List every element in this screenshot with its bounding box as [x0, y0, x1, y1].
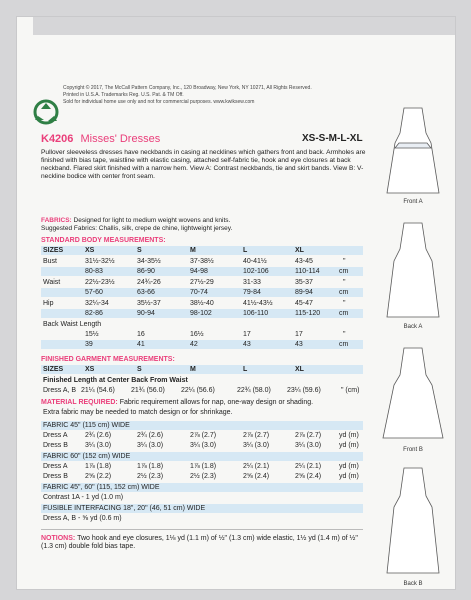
cm-unit: cm	[339, 289, 349, 296]
in-unit: "	[343, 300, 346, 307]
yd-unit: yd (m)	[339, 442, 359, 449]
bust-xs-cm: 80-83	[85, 268, 103, 275]
size-s-header: S	[137, 247, 142, 254]
finished-s-header: S	[137, 366, 142, 373]
copyright-block	[63, 85, 383, 106]
size-range: XS-S-M-L-XL	[302, 133, 363, 144]
notions-label: NOTIONS:	[41, 535, 76, 542]
finished-m-header: M	[190, 366, 196, 373]
waist-m-cm: 70-74	[190, 289, 208, 296]
dress-a-label: Dress A	[43, 463, 68, 470]
dress-b-label: Dress B	[43, 473, 68, 480]
bust-s-cm: 86-90	[137, 268, 155, 275]
waist-s-in: 24¾-26	[137, 279, 161, 286]
recycle-icon	[33, 99, 59, 125]
waist-label: Waist	[43, 279, 61, 286]
hip-xs-cm: 82-86	[85, 310, 103, 317]
back-waist-m-cm: 42	[190, 341, 198, 348]
size-l-header: L	[243, 247, 248, 254]
interfacing-requirement: Dress A, B - ⅝ yd (0.6 m)	[43, 515, 122, 522]
dress-b-m-60: 2½ (2.3)	[190, 473, 217, 480]
fabric60-heading: FABRIC 60" (152 cm) WIDE	[43, 453, 131, 460]
dress-b-s-60: 2½ (2.3)	[137, 473, 164, 480]
yd-unit: yd (m)	[339, 473, 359, 480]
in-unit: "	[343, 279, 346, 286]
back-waist-s-cm: 41	[137, 341, 145, 348]
finished-s: 21¾ (56.0)	[131, 387, 165, 394]
sizes-header: SIZES	[43, 247, 64, 254]
waist-l-in: 31-33	[243, 279, 261, 286]
hip-label: Hip	[43, 300, 54, 307]
fabrics-block	[41, 217, 371, 233]
finished-dress-label: Dress A, B	[43, 387, 77, 394]
in-unit: "	[343, 331, 346, 338]
dress-b-l-45: 3¼ (3.0)	[243, 442, 270, 449]
dress-a-s-60: 1⅞ (1.8)	[137, 463, 164, 470]
size-xs-header: XS	[85, 247, 95, 254]
dress-a-m-45: 2⅞ (2.7)	[190, 432, 217, 439]
hip-l-in: 41½-43½	[243, 300, 273, 307]
waist-xl-cm: 89-94	[295, 289, 313, 296]
dress-a-xs-60: 1⅞ (1.8)	[85, 463, 112, 470]
yd-unit: yd (m)	[339, 432, 359, 439]
cm-unit: cm	[339, 268, 349, 275]
notions-block	[41, 535, 371, 551]
waist-xs-in: 22½-23½	[85, 279, 115, 286]
hip-xs-in: 32¼-34	[85, 300, 109, 307]
fabric45-heading: FABRIC 45" (115 cm) WIDE	[43, 422, 130, 429]
back-waist-s-in: 16	[137, 331, 145, 338]
finished-title: FINISHED GARMENT MEASUREMENTS:	[41, 356, 175, 363]
divider	[41, 529, 363, 530]
back-waist-l-in: 17	[243, 331, 251, 338]
dress-a-xl-60: 2¼ (2.1)	[295, 463, 322, 470]
back-waist-xs-in: 15½	[85, 331, 99, 338]
bust-s-in: 34-35½	[137, 258, 161, 265]
dress-b-l-60: 2⅝ (2.4)	[243, 473, 270, 480]
finished-xs-header: XS	[85, 366, 95, 373]
finished-subheading: Finished Length at Center Back From Waist	[43, 377, 188, 384]
in-unit: "	[343, 258, 346, 265]
pattern-description: Pullover sleeveless dresses have neckbands in casing at necklines which gathers front and back. Armholes are finished with bias tape, waistline with elastic casing, attached self-fabric tie, hook and eye closures at back neckband. Flared skirt finished with a narrow hem. View A: Contrast neckbands, tie and skirt bands. View B: V-neckline bodice with center front seam.	[41, 149, 366, 180]
bust-m-cm: 94-98	[190, 268, 208, 275]
waist-l-cm: 79-84	[243, 289, 261, 296]
material-text: Fabric requirement allows for nap, one-way design or shading.	[119, 399, 314, 406]
fabrics-label: FABRICS:	[41, 217, 72, 224]
pattern-envelope	[16, 16, 456, 590]
bust-label: Bust	[43, 258, 58, 265]
finished-sizes-header: SIZES	[43, 366, 64, 373]
size-m-header: M	[190, 247, 196, 254]
figure-label: Back B	[403, 581, 423, 587]
material-title: MATERIAL REQUIRED:	[41, 399, 118, 406]
dress-a-l-60: 2¼ (2.1)	[243, 463, 270, 470]
fabrics-text: Designed for light to medium weight wovens and knits.	[73, 217, 231, 224]
waist-s-cm: 63-66	[137, 289, 155, 296]
hip-m-cm: 98-102	[190, 310, 212, 317]
pattern-title	[41, 133, 160, 145]
dress-b-xl-45: 3¼ (3.0)	[295, 442, 322, 449]
hip-xl-cm: 115-120	[295, 310, 321, 317]
contrast-requirement: Contrast 1A - 1 yd (1.0 m)	[43, 494, 124, 501]
dress-b-label: Dress B	[43, 442, 68, 449]
waist-xs-cm: 57-60	[85, 289, 103, 296]
dress-a-xs-45: 2¾ (2.6)	[85, 432, 112, 439]
dress-a-xl-45: 2⅞ (2.7)	[295, 432, 322, 439]
notions-text: Two hook and eye closures, 1⅛ yd (1.1 m) of ½" (1.3 cm) wide elastic, 1½ yd (1.4 m) of ½" (1.3 cm) double fold bias tape.	[41, 535, 358, 550]
waist-m-in: 27½-29	[190, 279, 214, 286]
dress-a-label: Dress A	[43, 432, 68, 439]
finished-l: 22¾ (58.0)	[237, 387, 271, 394]
bust-m-in: 37-38½	[190, 258, 214, 265]
figure-label: Front B	[403, 447, 423, 453]
interfacing-heading: FUSIBLE INTERFACING 18", 20" (46, 51 cm) WIDE	[43, 505, 206, 512]
finished-xl: 23¼ (59.6)	[287, 387, 321, 394]
figure-label: Front A	[403, 199, 423, 205]
dress-b-xl-60: 2⅝ (2.4)	[295, 473, 322, 480]
figure-label: Back A	[403, 324, 423, 330]
dress-a-m-60: 1⅞ (1.8)	[190, 463, 217, 470]
garment-illustrations	[369, 103, 456, 590]
material-extra: Extra fabric may be needed to match design or for shrinkage.	[43, 409, 233, 416]
bust-l-in: 40-41½	[243, 258, 267, 265]
back-waist-xl-cm: 43	[295, 341, 303, 348]
finished-l-header: L	[243, 366, 248, 373]
back-waist-m-in: 16½	[190, 331, 204, 338]
bust-xs-in: 31½-32½	[85, 258, 115, 265]
dress-b-xs-60: 2⅝ (2.2)	[85, 473, 112, 480]
measurements-title: STANDARD BODY MEASUREMENTS:	[41, 237, 166, 244]
hip-s-cm: 90-94	[137, 310, 155, 317]
dress-b-xs-45: 3¼ (3.0)	[85, 442, 112, 449]
hip-xl-in: 45-47	[295, 300, 313, 307]
pattern-name: Misses' Dresses	[80, 133, 161, 145]
bust-l-cm: 102-106	[243, 268, 269, 275]
dress-b-m-45: 3¼ (3.0)	[190, 442, 217, 449]
finished-m: 22¼ (56.6)	[181, 387, 215, 394]
back-waist-l-cm: 43	[243, 341, 251, 348]
contrast-heading: FABRIC 45", 60" (115, 152 cm) WIDE	[43, 484, 160, 491]
hip-l-cm: 106-110	[243, 310, 269, 317]
waist-xl-in: 35-37	[295, 279, 313, 286]
finished-unit: " (cm)	[341, 387, 360, 394]
cm-unit: cm	[339, 310, 349, 317]
dress-b-s-45: 3¼ (3.0)	[137, 442, 164, 449]
back-waist-xl-in: 17	[295, 331, 303, 338]
dress-a-s-45: 2¾ (2.6)	[137, 432, 164, 439]
dress-a-l-45: 2⅞ (2.7)	[243, 432, 270, 439]
bust-xl-in: 43-45	[295, 258, 313, 265]
finished-xl-header: XL	[295, 366, 304, 373]
sold-line: Sold for individual home use only and not for commercial purposes. www.kwiksew.com	[63, 99, 255, 105]
hip-s-in: 35½-37	[137, 300, 161, 307]
printed-line: Printed in U.S.A. Trademarks Reg. U.S. Pat. & TM Off.	[63, 92, 184, 98]
cm-unit: cm	[339, 341, 349, 348]
yd-unit: yd (m)	[339, 463, 359, 470]
suggested-fabrics: Suggested Fabrics: Challis, silk, crepe de chine, lightweight jersey.	[41, 225, 233, 232]
bust-xl-cm: 110-114	[295, 268, 320, 275]
copyright-line: Copyright © 2017, The McCall Pattern Company, Inc., 120 Broadway, New York, NY 10271, All Rights Reserved.	[63, 85, 312, 91]
back-waist-label: Back Waist Length	[43, 321, 102, 328]
punch-hole	[33, 16, 456, 35]
material-block	[41, 399, 371, 406]
pattern-number: K4206	[41, 133, 74, 145]
back-waist-xs-cm: 39	[85, 341, 93, 348]
hip-m-in: 38½-40	[190, 300, 214, 307]
size-xl-header: XL	[295, 247, 304, 254]
finished-xs: 21¼ (54.6)	[81, 387, 115, 394]
